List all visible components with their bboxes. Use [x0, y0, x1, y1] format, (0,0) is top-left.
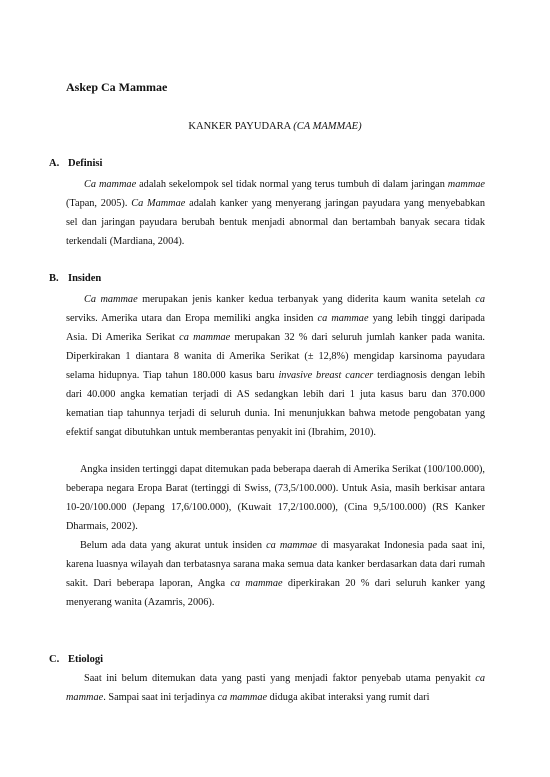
section-heading-definisi: [49, 158, 102, 169]
text-run: diduga akibat interaksi yang rumit dari: [267, 692, 430, 703]
section-title: Definisi: [68, 158, 103, 169]
main-heading: [0, 121, 550, 132]
paragraph-etiologi: [66, 669, 485, 707]
term-italic: invasive breast cancer: [278, 370, 374, 381]
paragraph-definisi: [66, 175, 485, 251]
text-run: serviks. Amerika utara dan Eropa memiliki angka insiden: [66, 313, 318, 324]
text-run: Saat ini belum ditemukan data yang pasti yang menjadi faktor penyebab utama penyakit: [84, 673, 476, 684]
text-run: merupakan 32 % dari seluruh jumlah kanker pada wanita. Diperkirakan 1 diantara 8 wanita di Amerika Serikat (± 12,8%) mengidap karsinoma payudara selama hidupnya. Tiap tahun 180.000 kasus baru: [66, 332, 486, 381]
document-title: Askep Ca Mammae: [66, 80, 168, 94]
text-run: di masyarakat Indonesia pada saat ini, karena luasnya wilayah dan terbatasnya sarana maka semua data kanker berdasarkan data dari rumah sakit. Dari beberapa laporan, Angka: [66, 540, 486, 589]
paragraph-insiden-3: [66, 536, 485, 612]
term-italic: ca mammae: [317, 313, 369, 324]
section-heading-insiden: [49, 273, 101, 284]
term-italic: Ca Mammae: [131, 198, 186, 209]
section-heading-etiologi: [49, 654, 103, 665]
main-heading-italic: (CA MAMMAE): [293, 121, 362, 132]
text-run: merupakan jenis kanker kedua terbanyak yang diderita kaum wanita setelah: [137, 294, 476, 305]
section-label: C.: [49, 654, 60, 665]
term-italic: ca mammae: [179, 332, 231, 343]
section-label: B.: [49, 273, 59, 284]
term-italic: ca: [475, 294, 485, 305]
term-italic: ca mammae: [217, 692, 268, 703]
section-title: Etiologi: [68, 654, 104, 665]
text-run: yang lebih tinggi daripada Asia. Di Amerika Serikat: [66, 313, 486, 343]
text-run: diperkirakan 20 % dari seluruh kanker yang menyerang wanita (Azamris, 2006).: [66, 578, 486, 608]
paragraph-insiden-1: [66, 290, 485, 442]
text-run: adalah sekelompok sel tidak normal yang terus tumbuh di dalam jaringan: [136, 179, 448, 190]
term-italic: ca mammae: [230, 578, 283, 589]
text-run: . Sampai saat ini terjadinya: [103, 692, 218, 703]
text-run: adalah kanker yang menyerang jaringan payudara yang menyebabkan sel dan jaringan payudara berubah bentuk menjadi abnormal dan bertambah banyak secara tidak terkendali (Mardiana, 2004).: [66, 198, 485, 247]
term-italic: Ca mammae: [84, 179, 137, 190]
main-heading-text: KANKER PAYUDARA: [188, 121, 294, 132]
text-run: Belum ada data yang akurat untuk insiden: [80, 540, 267, 551]
paragraph-insiden-2: Angka insiden tertinggi dapat ditemukan pada beberapa daerah di Amerika Serikat (100/100.000), beberapa negara Eropa Barat (tertinggi di Swiss, (73,5/100.000). Untuk Asia, masih berkisar antara 10-20/100.000 (Jepang 17,6/100.000), (Kuwait 17,2/100.000), (Cina 9,5/100.000) (RS Kanker Dharmais, 2002).: [66, 464, 485, 532]
term-italic: ca mammae: [266, 540, 317, 551]
text-run: (Tapan, 2005).: [66, 198, 132, 209]
term-italic: mammae: [447, 179, 485, 190]
section-label: A.: [49, 158, 60, 169]
term-italic: Ca mammae: [84, 294, 138, 305]
text-run: terdiagnosis dengan lebih dari 40.000 angka kematian terjadi di AS sedangkan lebih dari 1 juta kasus baru dan 370.000 kematian tiap tahunnya terjadi di seluruh dunia. Ini menunjukkan bahwa metode pengobatan yang efektif sangat dibutuhkan untuk memberantas penyakit ini (Ibrahim, 2010).: [66, 370, 485, 438]
section-title: Insiden: [68, 273, 102, 284]
term-italic: ca mammae: [66, 673, 485, 703]
